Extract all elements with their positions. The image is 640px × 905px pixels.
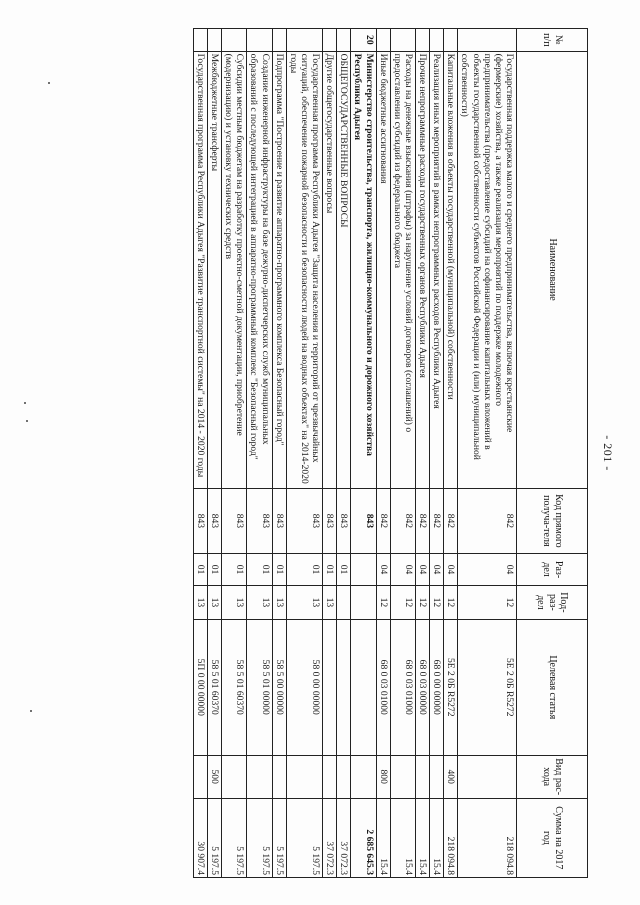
row-section-cell [351, 554, 376, 586]
row-type-cell [193, 755, 207, 798]
row-target-cell: 68 0 03 01000 [390, 619, 415, 755]
row-num-cell [193, 29, 207, 52]
row-target-cell: 58 5 00 00000 [272, 619, 286, 755]
row-name-cell: ОБЩЕГОСУДАРСТВЕННЫЕ ВОПРОСЫ [337, 51, 351, 488]
row-target-cell: 5Е 2 0Б R5272 [444, 619, 458, 755]
rotated-content [115, 28, 615, 878]
row-target-cell: 58 5 01 60370 [222, 619, 247, 755]
row-amount-cell: 30 907.4 [193, 798, 207, 877]
row-name-cell: Другие общегосударственные вопросы [323, 51, 337, 488]
row-code-cell: 843 [337, 488, 351, 554]
row-num-cell [416, 29, 430, 52]
row-code-cell: 843 [351, 488, 376, 554]
row-type-cell [286, 755, 322, 798]
row-section-cell: 01 [323, 554, 337, 586]
row-num-cell [430, 29, 444, 52]
row-type-cell [247, 755, 272, 798]
row-num-cell [444, 29, 458, 52]
row-subsection-cell: 13 [208, 585, 222, 619]
header-expense-type: Вид рас-хода [517, 755, 588, 798]
row-subsection-cell: 12 [416, 585, 430, 619]
header-amount: Сумма на 2017 год [517, 798, 588, 877]
row-num-cell [286, 29, 322, 52]
row-code-cell: 843 [193, 488, 207, 554]
row-num-cell [323, 29, 337, 52]
row-subsection-cell [337, 585, 351, 619]
row-amount-cell: 5 197.5 [286, 798, 322, 877]
scan-speck [48, 82, 50, 84]
row-section-cell: 04 [390, 554, 415, 586]
row-amount-cell: 2 685 645.3 [351, 798, 376, 877]
row-section-cell: 04 [416, 554, 430, 586]
table-row [247, 29, 272, 878]
table-row [193, 29, 207, 878]
row-section-cell: 01 [247, 554, 272, 586]
row-name-cell: Государственная программа Республики Адыгея "Развитие транспортной системы" на 2014 - 2020 годы [193, 51, 207, 488]
row-target-cell: 58 5 01 60370 [208, 619, 222, 755]
row-target-cell: 5П 0 00 00000 [193, 619, 207, 755]
row-name-cell: Иные бюджетные ассигнования [376, 51, 390, 488]
row-name-cell: Государственная поддержка малого и среднего предпринимательства, включая крестьянские (фермерские) хозяйства, а также реализация мероприятий по поддержке молодежного предпринимательства (предоставление субсидий на софинансирование капитальных вложений в объекты государственной собственности субъектов Российской Федерации и (или) муниципальной собственности) [458, 51, 517, 488]
header-target: Целевая статья [517, 619, 588, 755]
row-target-cell [351, 619, 376, 755]
row-num-cell [208, 29, 222, 52]
row-code-cell: 843 [208, 488, 222, 554]
row-code-cell: 843 [222, 488, 247, 554]
table-body [193, 29, 516, 878]
row-subsection-cell: 12 [458, 585, 517, 619]
row-amount-cell: 218 094.8 [444, 798, 458, 877]
row-type-cell [390, 755, 415, 798]
row-code-cell: 843 [272, 488, 286, 554]
table-row [430, 29, 444, 878]
row-type-cell: 400 [444, 755, 458, 798]
row-section-cell: 01 [337, 554, 351, 586]
row-amount-cell: 5 197.5 [247, 798, 272, 877]
row-target-cell: 5Е 2 0Б R5272 [458, 619, 517, 755]
row-amount-cell: 15.4 [390, 798, 415, 877]
row-section-cell: 04 [430, 554, 444, 586]
row-type-cell [337, 755, 351, 798]
row-name-cell: Подпрограмма "Построение и развитие аппаратно-программного комплекса Безопасный город" [272, 51, 286, 488]
row-subsection-cell: 13 [247, 585, 272, 619]
row-type-cell [416, 755, 430, 798]
row-target-cell [337, 619, 351, 755]
table-header-row [517, 29, 588, 878]
row-num-cell [222, 29, 247, 52]
row-amount-cell: 15.4 [416, 798, 430, 877]
row-code-cell: 842 [416, 488, 430, 554]
row-subsection-cell: 13 [272, 585, 286, 619]
page-number: - 201 - [601, 435, 615, 471]
row-code-cell: 843 [323, 488, 337, 554]
table-row [337, 29, 351, 878]
row-type-cell: 800 [376, 755, 390, 798]
row-amount-cell: 5 197.5 [222, 798, 247, 877]
row-subsection-cell: 13 [286, 585, 322, 619]
row-amount-cell: 15.4 [430, 798, 444, 877]
row-subsection-cell: 12 [444, 585, 458, 619]
row-target-cell: 68 0 00 00000 [430, 619, 444, 755]
table-row [323, 29, 337, 878]
header-name: Наименование [517, 51, 588, 488]
row-code-cell: 842 [458, 488, 517, 554]
row-target-cell [323, 619, 337, 755]
row-amount-cell: 37 072.3 [323, 798, 337, 877]
row-name-cell: Расходы на денежные взыскания (штрафы) за нарушение условий договоров (соглашений) о предоставлении субсидий из федерального бюджета [390, 51, 415, 488]
row-section-cell: 01 [286, 554, 322, 586]
row-code-cell: 842 [376, 488, 390, 554]
row-section-cell: 01 [208, 554, 222, 586]
row-amount-cell: 37 072.3 [337, 798, 351, 877]
row-target-cell: 68 0 03 01000 [376, 619, 390, 755]
row-num-cell [337, 29, 351, 52]
row-num-cell [272, 29, 286, 52]
row-name-cell: Министерство строительства, транспорта, жилищно-коммунального и дорожного хозяйства Республики Адыгея [351, 51, 376, 488]
row-subsection-cell [351, 585, 376, 619]
row-section-cell: 04 [444, 554, 458, 586]
table-row [208, 29, 222, 878]
scan-speck [26, 420, 28, 422]
row-section-cell: 01 [193, 554, 207, 586]
table-row [222, 29, 247, 878]
row-amount-cell: 5 197.5 [208, 798, 222, 877]
row-num-cell [390, 29, 415, 52]
table-row [416, 29, 430, 878]
header-section: Раз-дел [517, 554, 588, 586]
header-code: Код прямого получа-теля [517, 488, 588, 554]
row-target-cell: 58 5 01 00000 [247, 619, 272, 755]
row-code-cell: 842 [390, 488, 415, 554]
table-row [376, 29, 390, 878]
row-subsection-cell: 13 [323, 585, 337, 619]
row-subsection-cell: 12 [376, 585, 390, 619]
row-section-cell: 04 [376, 554, 390, 586]
row-subsection-cell: 12 [390, 585, 415, 619]
row-type-cell [222, 755, 247, 798]
table-row [351, 29, 376, 878]
row-type-cell [458, 755, 517, 798]
row-type-cell [430, 755, 444, 798]
row-code-cell: 843 [247, 488, 272, 554]
row-num-cell [458, 29, 517, 52]
row-name-cell: Создание инженерной инфраструктуры на базе дежурно-диспетчерских служб муниципальных образований с последующей интеграцией в аппаратно-программный комплекс "Безопасный город" [247, 51, 272, 488]
row-subsection-cell: 13 [193, 585, 207, 619]
row-num-cell [376, 29, 390, 52]
row-name-cell: Государственная программа Республики Адыгея "Защита населения и территорий от чрезвычайных ситуаций, обеспечение пожарной безопасности и безопасности людей на водных объектах" на 2014-2020 годы [286, 51, 322, 488]
header-num: № п/п [517, 29, 588, 52]
row-target-cell: 58 0 00 00000 [286, 619, 322, 755]
budget-table [193, 28, 588, 878]
row-subsection-cell: 13 [222, 585, 247, 619]
row-amount-cell: 15.4 [376, 798, 390, 877]
row-subsection-cell: 12 [430, 585, 444, 619]
row-section-cell: 01 [222, 554, 247, 586]
row-target-cell: 68 0 03 00000 [416, 619, 430, 755]
table-row [390, 29, 415, 878]
table-row [458, 29, 517, 878]
row-type-cell [323, 755, 337, 798]
scan-speck [30, 710, 32, 712]
header-subsection: Под-раз-дел [517, 585, 588, 619]
row-name-cell: Межбюджетные трансферты [208, 51, 222, 488]
row-section-cell: 01 [272, 554, 286, 586]
row-name-cell: Реализация иных мероприятий в рамках непрограммных расходов Республики Адыгея [430, 51, 444, 488]
row-amount-cell: 5 197.5 [272, 798, 286, 877]
scan-speck [24, 402, 26, 404]
row-code-cell: 842 [430, 488, 444, 554]
table-row [444, 29, 458, 878]
row-num-cell [247, 29, 272, 52]
row-code-cell: 842 [444, 488, 458, 554]
row-section-cell: 04 [458, 554, 517, 586]
row-name-cell: Субсидии местным бюджетам на разработку проектно-сметной документации, приобретение (модернизацию) и установку технических средств [222, 51, 247, 488]
row-type-cell [272, 755, 286, 798]
table-row [286, 29, 322, 878]
row-num-cell: 20 [351, 29, 376, 52]
row-name-cell: Прочие непрограммные расходы государственных органов Республики Адыгея [416, 51, 430, 488]
row-code-cell: 843 [286, 488, 322, 554]
table-row [272, 29, 286, 878]
row-name-cell: Капитальные вложения в объекты государственной (муниципальной) собственности [444, 51, 458, 488]
row-type-cell: 500 [208, 755, 222, 798]
row-amount-cell: 218 094.8 [458, 798, 517, 877]
row-type-cell [351, 755, 376, 798]
